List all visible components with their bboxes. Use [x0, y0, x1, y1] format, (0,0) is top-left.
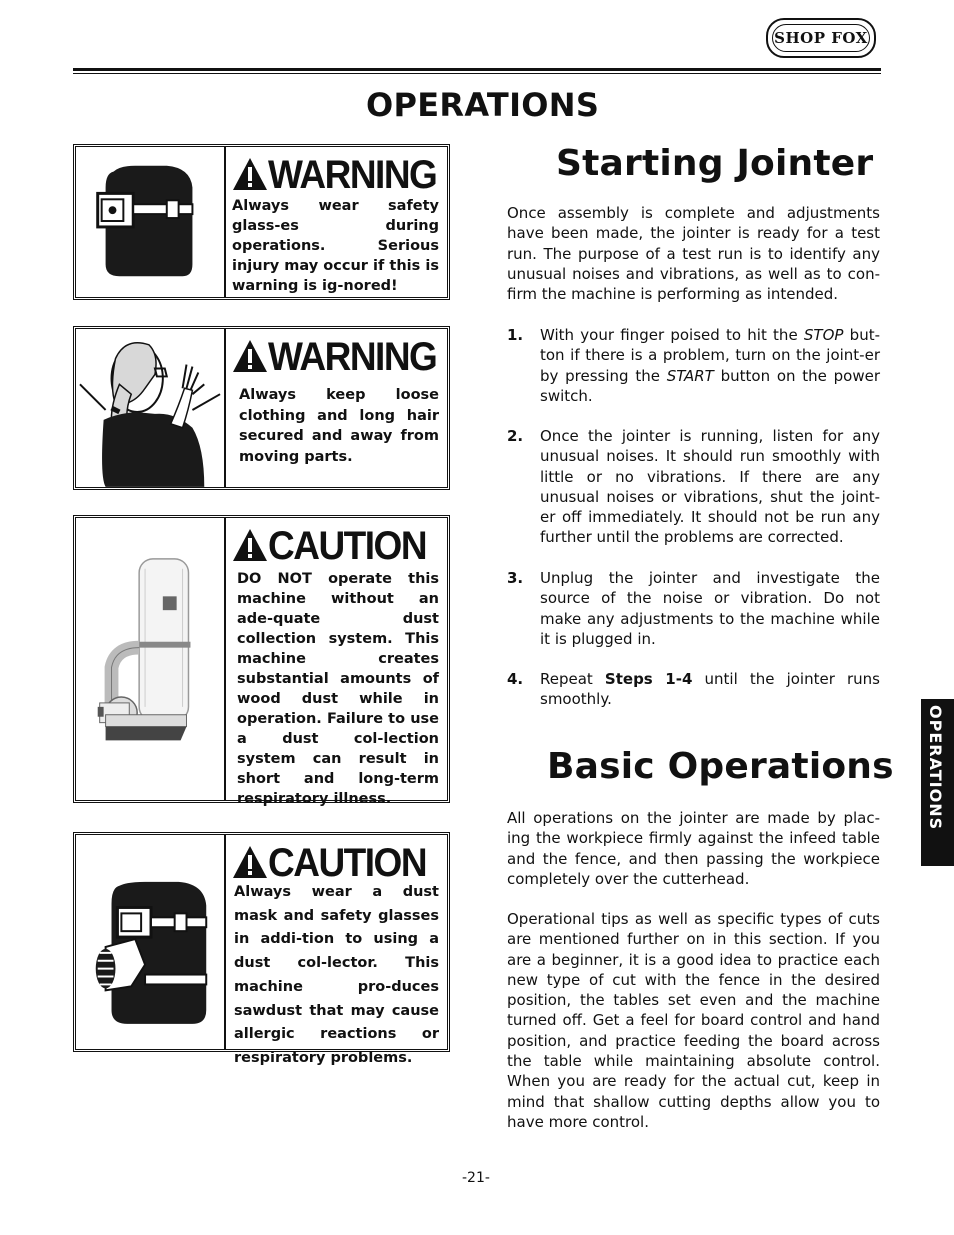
basic-operations-heading: Basic Operations — [547, 746, 894, 787]
page-title: OPERATIONS — [366, 86, 600, 124]
dust-mask-illustration — [76, 835, 226, 1049]
basic-paragraph-1: All operations on the jointer are made by plac-ing the workpiece firmly against the infeed table and the fence, and then passing the workpiece completely over the cutterhead. — [507, 809, 880, 888]
section-side-tab — [921, 699, 954, 866]
warning-text: Always keep loose clothing and long hair secured and away from moving parts. — [239, 387, 439, 465]
caution-text: Always wear a dust mask and safety glasses in addi-tion to using a dust col-lector. This machine pro-duces sawdust that may cause allergic reactions or respiratory problems. — [234, 884, 439, 1066]
starting-intro: Once assembly is complete and adjustments have been made, the jointer is ready for a test run. The purpose of a test run is to identify any unusual noises and vibrations, as well as to con-firm the machine is performing as intended. — [507, 204, 880, 304]
starting-jointer-heading: Starting Jointer — [556, 143, 874, 184]
dust-collector-illustration — [76, 518, 226, 800]
caution-text: DO NOT operate this machine without an ade-quate dust collection system. This machine creates substantial amounts of wood dust while in operation. Failure to use a dust col-lection system can result in short and long-term respiratory illness. — [237, 571, 439, 807]
step-2 — [507, 426, 880, 548]
header-rule-thin — [73, 73, 881, 74]
step-number: 2. — [507, 427, 524, 445]
side-tab-label: OPERATIONS — [926, 705, 945, 831]
basic-paragraph-2: Operational tips as well as specific types of cuts are mentioned further on in this section. If you are a beginner, it is a good idea to practice each new type of cut with the fence in the desired position, the tables set even and the machine turned off. Get a feel for board control and hand position, and practice feeding the board across the table while maintaining absolute control. When you are ready for the actual cut, keep in mind that shallow cutting depths allow you to have more control. — [507, 910, 880, 1131]
step-text: Once the jointer is running, listen for any unusual noises. It should run smoothly with little or no vibrations. If there are any unusual noises or vibrations, shut the joint-er off immediately. It should not be run any further until the problems are corrected. — [540, 427, 880, 547]
face-shield-illustration — [76, 147, 226, 297]
step-1 — [507, 325, 880, 406]
caution-triangle-icon — [232, 528, 268, 562]
step-text: With your finger poised to hit the STOP but-ton if there is a problem, turn on the joint-er by pressing the START button on the power switch. — [540, 326, 881, 405]
caution-label: CAUTION — [268, 522, 427, 568]
warning-triangle-icon — [232, 339, 268, 373]
page-number: -21- — [462, 1170, 490, 1186]
warning-label: WARNING — [268, 151, 437, 197]
caution-header — [232, 841, 441, 883]
caution-label: CAUTION — [268, 839, 427, 885]
caution-panel-dust-collection — [73, 515, 450, 807]
shop-fox-logo — [766, 18, 876, 58]
step-number: 4. — [507, 670, 524, 688]
step-text: Unplug the jointer and investigate the source of the noise or vibration. Do not make any adjustments to the machine while it is plugged in. — [540, 569, 880, 648]
caution-header — [232, 524, 441, 566]
warning-header — [232, 335, 441, 377]
step-number: 3. — [507, 569, 524, 587]
logo-text: SHOP FOX — [772, 24, 870, 52]
person-tied-hair-illustration — [76, 329, 226, 487]
step-number: 1. — [507, 326, 524, 344]
step-text: Repeat Steps 1-4 until the jointer runs smoothly. — [540, 670, 880, 709]
caution-triangle-icon — [232, 845, 268, 879]
step-3 — [507, 568, 880, 649]
warning-triangle-icon — [232, 157, 268, 191]
step-4 — [507, 669, 880, 710]
warning-header — [232, 153, 441, 195]
warning-label: WARNING — [268, 333, 437, 379]
warning-text: Always wear safety glass-es during operations. Serious injury may occur if this is warning is ig-nored! — [232, 198, 439, 294]
header-rule — [73, 68, 881, 71]
warning-panel-safety-glasses — [73, 144, 450, 300]
caution-panel-dust-mask — [73, 832, 450, 1066]
warning-panel-loose-clothing — [73, 326, 450, 490]
